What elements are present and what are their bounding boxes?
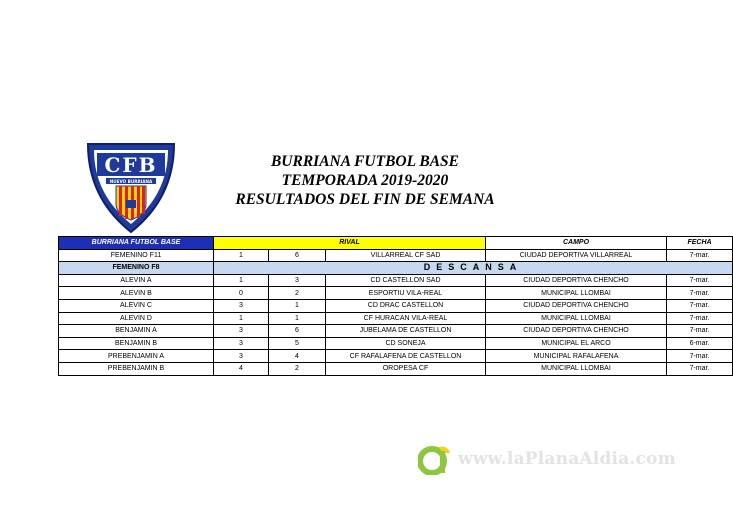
away-score-cell: 1 [269, 299, 326, 312]
home-score-cell: 3 [214, 325, 269, 338]
field-cell: CIUDAD DEPORTIVA VILLARREAL [486, 249, 667, 262]
date-cell: 7-mar. [667, 362, 733, 375]
away-score-cell: 6 [269, 325, 326, 338]
table-row [59, 312, 733, 325]
field-cell: MUNICIPAL LLOMBAI [486, 287, 667, 300]
date-cell: 7-mar. [667, 299, 733, 312]
away-score-cell: 1 [269, 312, 326, 325]
away-score-cell: 3 [269, 274, 326, 287]
field-cell: MUNICIPAL LLOMBAI [486, 312, 667, 325]
date-cell: 7-mar. [667, 350, 733, 363]
date-cell: 7-mar. [667, 274, 733, 287]
date-cell: 7-mar. [667, 249, 733, 262]
cfb-club-logo [82, 138, 180, 236]
rival-cell: VILLARREAL CF SAD [326, 249, 486, 262]
header-field: CAMPO [486, 237, 667, 250]
team-cell: ALEVIN B [59, 287, 214, 300]
rival-cell: CD DRAC CASTELLON [326, 299, 486, 312]
team-cell: ALEVIN A [59, 274, 214, 287]
home-score-cell: 1 [214, 312, 269, 325]
rest-cell: DESCANSA [214, 262, 733, 275]
field-cell: CIUDAD DEPORTIVA CHENCHO [486, 325, 667, 338]
rest-row [59, 262, 733, 275]
document-titles [200, 152, 530, 209]
rival-cell: ESPORTIU VILA-REAL [326, 287, 486, 300]
home-score-cell: 1 [214, 274, 269, 287]
team-cell: BENJAMIN B [59, 337, 214, 350]
team-cell: ALEVIN C [59, 299, 214, 312]
field-cell: CIUDAD DEPORTIVA CHENCHO [486, 299, 667, 312]
rival-cell: CF HURACAN VILA-REAL [326, 312, 486, 325]
date-cell: 6-mar. [667, 337, 733, 350]
away-score-cell: 4 [269, 350, 326, 363]
title-line-1: BURRIANA FUTBOL BASE [270, 153, 460, 170]
table-row [59, 274, 733, 287]
logo-ribbon: NUEVO BURRIANA [109, 179, 153, 184]
away-score-cell: 6 [269, 249, 326, 262]
field-cell: MUNICIPAL EL ARCO [486, 337, 667, 350]
title-line-2: TEMPORADA 2019-2020 [281, 172, 449, 189]
home-score-cell: 4 [214, 362, 269, 375]
rival-cell: OROPESA CF [326, 362, 486, 375]
away-score-cell: 2 [269, 287, 326, 300]
home-score-cell: 3 [214, 299, 269, 312]
field-cell: CIUDAD DEPORTIVA CHENCHO [486, 274, 667, 287]
field-cell: MUNICIPAL LLOMBAI [486, 362, 667, 375]
results-table [58, 236, 733, 376]
table-row [59, 362, 733, 375]
date-cell: 7-mar. [667, 325, 733, 338]
table-header-row [59, 237, 733, 250]
team-cell: ALEVIN D [59, 312, 214, 325]
home-score-cell: 3 [214, 337, 269, 350]
title-line-3: RESULTADOS DEL FIN DE SEMANA [235, 191, 495, 208]
rival-cell: CD CASTELLON SAD [326, 274, 486, 287]
rival-cell: CD SONEJA [326, 337, 486, 350]
home-score-cell: 0 [214, 287, 269, 300]
away-score-cell: 5 [269, 337, 326, 350]
logo-letters: CFB [104, 153, 158, 177]
team-cell: PREBENJAMIN A [59, 350, 214, 363]
rival-cell: CF RAFALAFENA DE CASTELLON [326, 350, 486, 363]
table-row [59, 350, 733, 363]
team-cell: BENJAMIN A [59, 325, 214, 338]
away-score-cell: 2 [269, 362, 326, 375]
team-cell: PREBENJAMIN B [59, 362, 214, 375]
home-score-cell: 3 [214, 350, 269, 363]
date-cell: 7-mar. [667, 287, 733, 300]
team-cell: FEMENINO F8 [59, 262, 214, 275]
table-row [59, 249, 733, 262]
team-cell: FEMENINO F11 [59, 249, 214, 262]
header-rival: RIVAL [214, 237, 486, 250]
watermark-text: www.laPlanaAldia.com [458, 449, 676, 469]
home-score-cell: 1 [214, 249, 269, 262]
field-cell: MUNICIPAL RAFALAFENA [486, 350, 667, 363]
header-team: BURRIANA FUTBOL BASE [59, 237, 214, 250]
table-row [59, 299, 733, 312]
header-date: FECHA [667, 237, 733, 250]
rival-cell: JUBELAMA DE CASTELLON [326, 325, 486, 338]
watermark [418, 444, 676, 474]
table-row [59, 287, 733, 300]
laplana-logo-icon [418, 443, 452, 475]
table-row [59, 325, 733, 338]
table-row [59, 337, 733, 350]
date-cell: 7-mar. [667, 312, 733, 325]
